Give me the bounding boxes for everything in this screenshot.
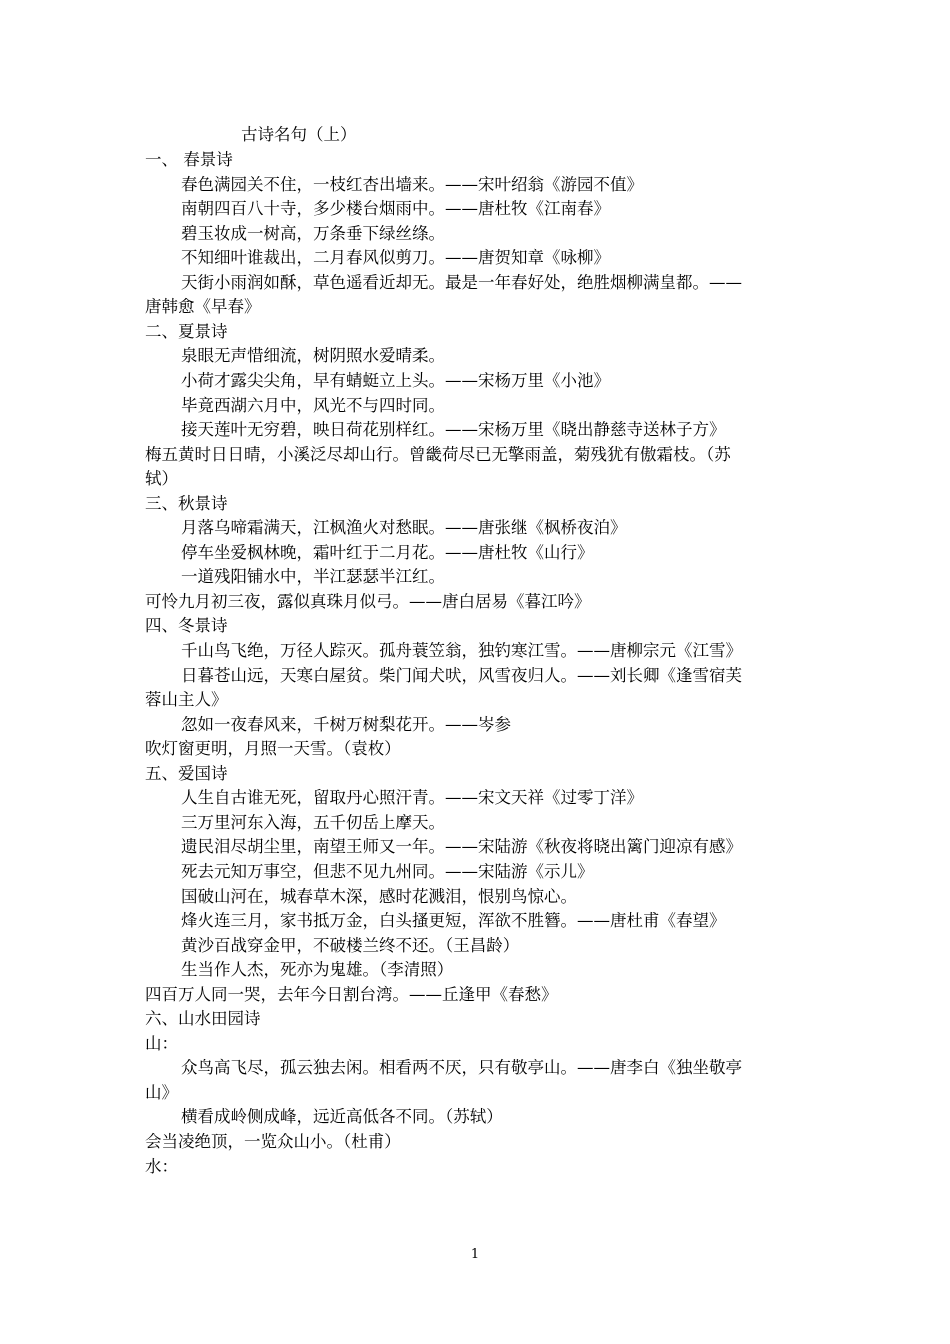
text-line: 日暮苍山远，天寒白屋贫。柴门闻犬吠，风雪夜归人。——刘长卿《逢雪宿芙	[181, 666, 742, 685]
text-line: 死去元知万事空，但悲不见九州同。——宋陆游《示儿》	[181, 862, 594, 881]
text-line: 吹灯窗更明，月照一天雪。（袁枚）	[145, 739, 401, 758]
text-line: 人生自古谁无死，留取丹心照汗青。——宋文天祥《过零丁洋》	[181, 788, 643, 807]
text-line: 泉眼无声惜细流，树阴照水爱晴柔。	[181, 346, 445, 365]
text-line: 可怜九月初三夜，露似真珠月似弓。——唐白居易《暮江吟》	[145, 592, 591, 611]
text-line: 蓉山主人》	[145, 690, 228, 709]
text-line: 四百万人同一哭，去年今日割台湾。——丘逢甲《春愁》	[145, 985, 558, 1004]
section-heading: 二、夏景诗	[145, 322, 228, 341]
text-line: 山》	[145, 1083, 178, 1102]
document-title: 古诗名句（上）	[241, 125, 357, 144]
text-line: 烽火连三月，家书抵万金，白头搔更短，浑欲不胜簪。——唐杜甫《春望》	[181, 911, 726, 930]
text-line: 国破山河在，城春草木深，感时花溅泪，恨别鸟惊心。	[181, 887, 577, 906]
text-line: 轼）	[145, 469, 178, 488]
text-line: 山：	[145, 1034, 178, 1053]
section-heading: 三、秋景诗	[145, 494, 228, 513]
text-line: 毕竟西湖六月中，风光不与四时同。	[181, 396, 445, 415]
section-heading: 五、爱国诗	[145, 764, 228, 783]
text-line: 梅五黄时日日晴，小溪泛尽却山行。曾畿荷尽已无擎雨盖，菊残犹有傲霜枝。（苏	[145, 445, 731, 464]
text-line: 水：	[145, 1157, 178, 1176]
text-line: 春色满园关不住，一枝红杏出墙来。——宋叶绍翁《游园不值》	[181, 175, 643, 194]
text-line: 小荷才露尖尖角，早有蜻蜓立上头。——宋杨万里《小池》	[181, 371, 610, 390]
text-line: 遗民泪尽胡尘里，南望王师又一年。——宋陆游《秋夜将晓出篱门迎凉有感》	[181, 837, 742, 856]
text-line: 横看成岭侧成峰，远近高低各不同。（苏轼）	[181, 1107, 503, 1126]
text-line: 南朝四百八十寺，多少楼台烟雨中。——唐杜牧《江南春》	[181, 199, 610, 218]
text-line: 接天莲叶无穷碧，映日荷花别样红。——宋杨万里《晓出静慈寺送林子方》	[181, 420, 726, 439]
text-line: 会当凌绝顶，一览众山小。（杜甫）	[145, 1132, 401, 1151]
text-line: 千山鸟飞绝，万径人踪灭。孤舟蓑笠翁，独钓寒江雪。——唐柳宗元《江雪》	[181, 641, 742, 660]
text-line: 黄沙百战穿金甲，不破楼兰终不还。（王昌龄）	[181, 936, 520, 955]
page-number: 1	[470, 1247, 480, 1262]
section-heading: 六、山水田园诗	[145, 1009, 261, 1028]
section-heading: 一、 春景诗	[145, 150, 233, 169]
text-line: 唐韩愈《早春》	[145, 297, 261, 316]
text-line: 天街小雨润如酥，草色遥看近却无。最是一年春好处，绝胜烟柳满皇都。——	[181, 273, 742, 292]
text-line: 碧玉妆成一树高，万条垂下绿丝绦。	[181, 224, 445, 243]
text-line: 三万里河东入海，五千仞岳上摩天。	[181, 813, 445, 832]
text-line: 生当作人杰，死亦为鬼雄。（李清照）	[181, 960, 454, 979]
text-line: 忽如一夜春风来，千树万树梨花开。——岑参	[181, 715, 511, 734]
text-line: 停车坐爱枫林晚，霜叶红于二月花。——唐杜牧《山行》	[181, 543, 594, 562]
section-heading: 四、冬景诗	[145, 616, 228, 635]
text-line: 一道残阳铺水中，半江瑟瑟半江红。	[181, 567, 445, 586]
text-line: 不知细叶谁裁出，二月春风似剪刀。——唐贺知章《咏柳》	[181, 248, 610, 267]
text-line: 月落乌啼霜满天，江枫渔火对愁眠。——唐张继《枫桥夜泊》	[181, 518, 627, 537]
text-line: 众鸟高飞尽，孤云独去闲。相看两不厌，只有敬亭山。——唐李白《独坐敬亭	[181, 1058, 742, 1077]
